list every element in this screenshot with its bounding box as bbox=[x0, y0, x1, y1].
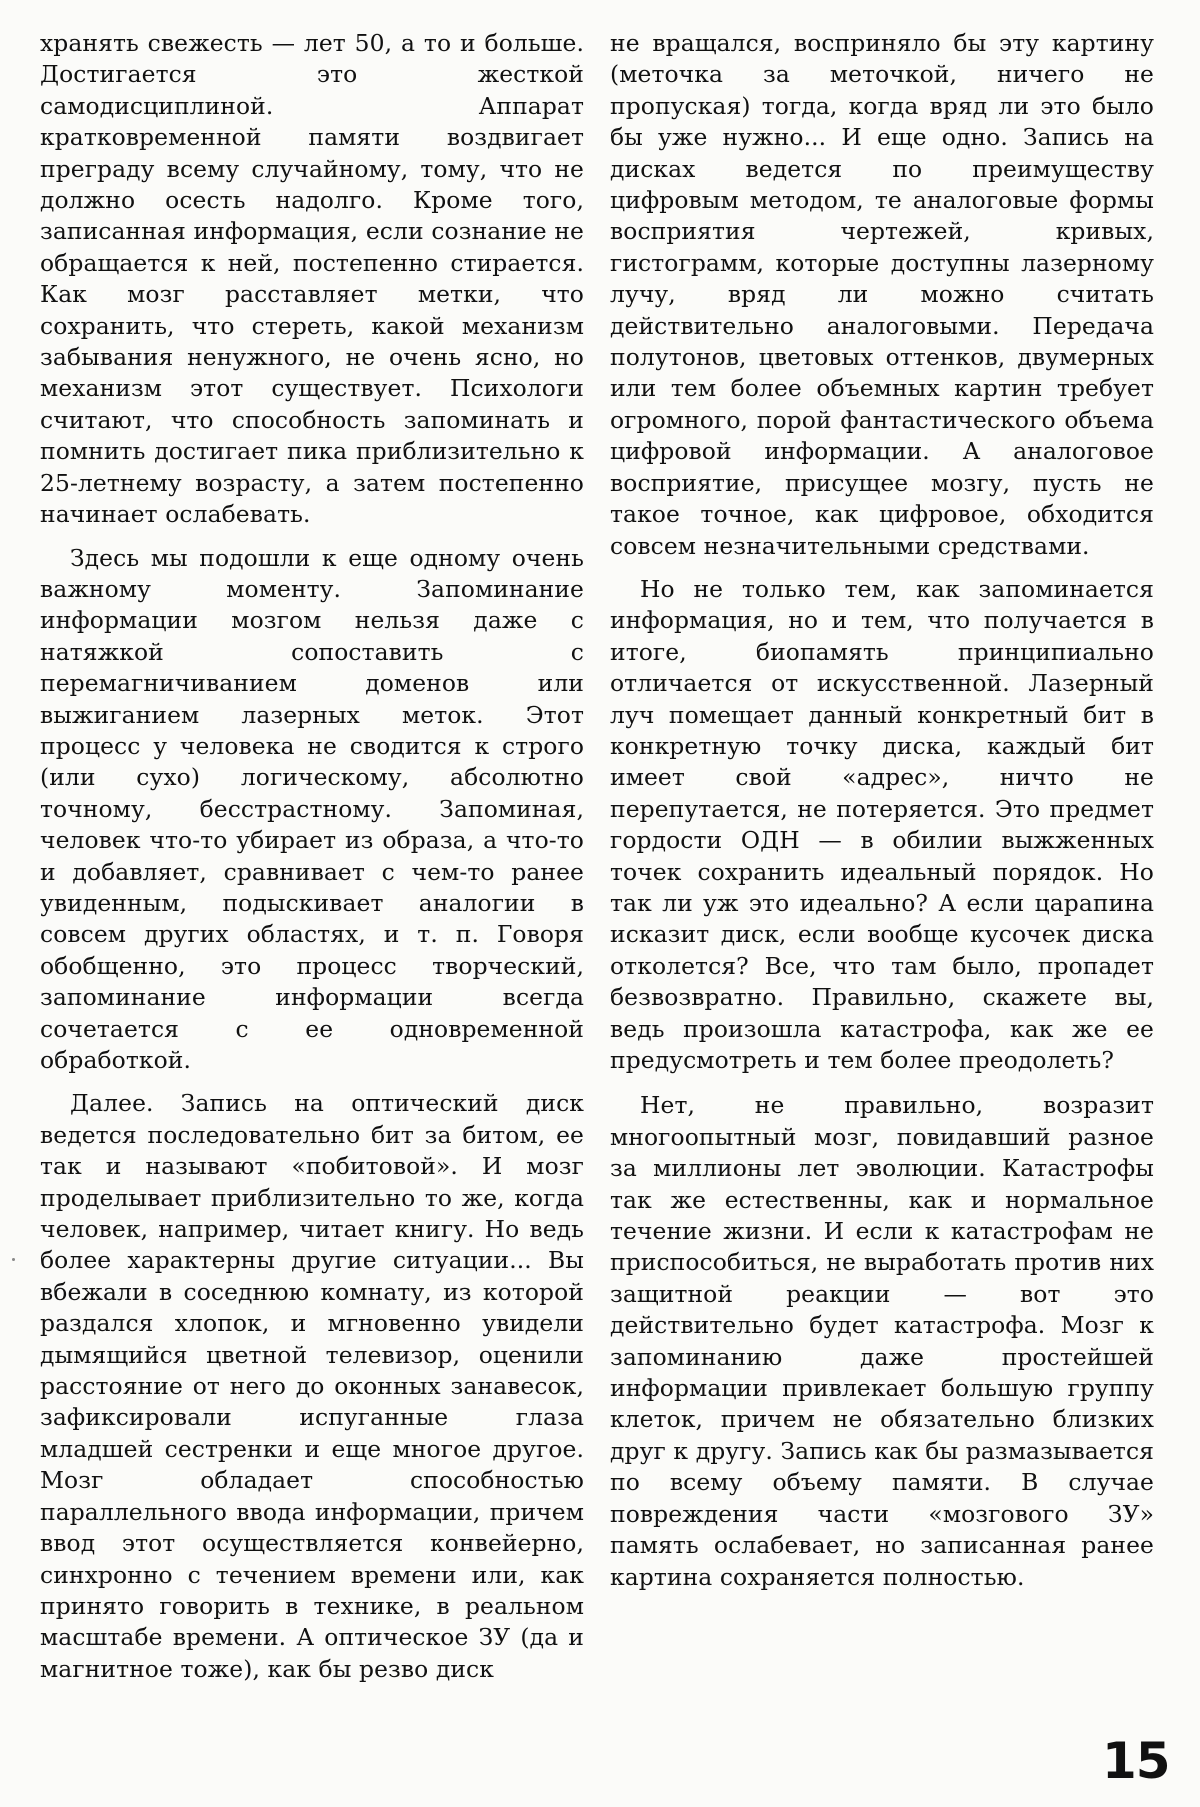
paragraph: Далее. Запись на оптический диск ведется последовательно бит за битом, ее так и называют «побитовой». И мозг проделывает приблизительно то же, когда человек, например, читает книгу. Но ведь более характерны другие ситуации... Вы вбежали в соседнюю комнату, из которой раздался хлопок, и мгновенно увидели дымящийся цветной телевизор, оценили расстояние от него до оконных занавесок, зафиксировали испуганные глаза младшей сестренки и еще многое другое. Мозг обладает способностью параллельного ввода информации, причем ввод этот осуществляется конвейерно, синхронно с течением времени или, как принято говорить в технике, в реальном масштабе времени. А оптическое ЗУ (да и магнитное тоже), как бы резво диск bbox=[40, 1089, 584, 1683]
paragraph: не вращался, восприняло бы эту картину (меточка за меточкой, ничего не пропуская) тогда, когда вряд ли это было бы уже нужно... И еще одно. Запись на дисках ведется по преимуществу цифровым методом, те аналоговые формы восприятия чертежей, кривых, гистограмм, которые доступны лазерному лучу, вряд ли можно считать действительно аналоговыми. Передача полутонов, цветовых оттенков, двумерных или тем более объемных картин требует огромного, порой фантастического объема цифровой информации. А аналоговое восприятие, присущее мозгу, пусть не такое точное, как цифровое, обходится совсем незначительными средствами. bbox=[610, 29, 1154, 560]
page-number: 15 bbox=[1102, 1732, 1170, 1790]
paragraph: хранять свежесть — лет 50, а то и больше. Достигается это жесткой самодисциплиной. Аппарат кратковременной памяти воздвигает преграду всему случайному, тому, что не должно осесть надолго. Кроме того, записанная информация, если сознание не обращается к ней, постепенно стирается. Как мозг расставляет метки, что сохранить, что стереть, какой механизм забывания ненужного, не очень ясно, но механизм этот существует. Психологи считают, что способность запоминать и помнить достигает пика приблизительно к 25-летнему возрасту, а затем постепенно начинает ослабевать. bbox=[40, 29, 584, 529]
paragraph: Здесь мы подошли к еще одному очень важному моменту. Запоминание информации мозгом нельзя даже с натяжкой сопоставить с перемагничиванием доменов или выжиганием лазерных меток. Этот процесс у человека не сводится к строго (или сухо) логическому, абсолютно точному, бесстрастному. Запоминая, человек что-то убирает из образа, а что-то и добавляет, сравнивает с чем-то ранее увиденным, подыскивает аналогии в совсем других областях, и т. п. Говоря обобщенно, это процесс творческий, запоминание информации всегда сочетается с ее одновременной обработкой. bbox=[40, 543, 584, 1074]
paragraph: Нет, не правильно, возразит многоопытный мозг, повидавший разное за миллионы лет эволюции. Катастрофы так же естественны, как и нормальное течение жизни. И если к катастрофам не приспособиться, не выработать против них защитной реакции — вот это действительно будет катастрофа. Мозг к запоминанию даже простейшей информации привлекает большую группу клеток, причем не обязательно близких друг к другу. Запись как бы размазывается по всему объему памяти. В случае повреждения части «мозгового ЗУ» память ослабевает, но записанная ранее картина сохраняется полностью. bbox=[610, 1091, 1154, 1591]
print-speck bbox=[12, 1258, 15, 1261]
right-column bbox=[610, 28, 1154, 1593]
left-column bbox=[40, 28, 584, 1685]
paragraph: Но не только тем, как запоминается информация, но и тем, что получается в итоге, биопамять принципиально отличается от искусственной. Лазерный луч помещает данный конкретный бит в конкретную точку диска, каждый бит имеет свой «адрес», ничто не перепутается, не потеряется. Это предмет гордости ОДН — в обилии выжженных точек сохранить идеальный порядок. Но так ли уж это идеально? А если царапина исказит диск, если вообще кусочек диска отколется? Все, что там было, пропадет безвозвратно. Правильно, скажете вы, ведь произошла катастрофа, как же ее предусмотреть и тем более преодолеть? bbox=[610, 574, 1154, 1074]
